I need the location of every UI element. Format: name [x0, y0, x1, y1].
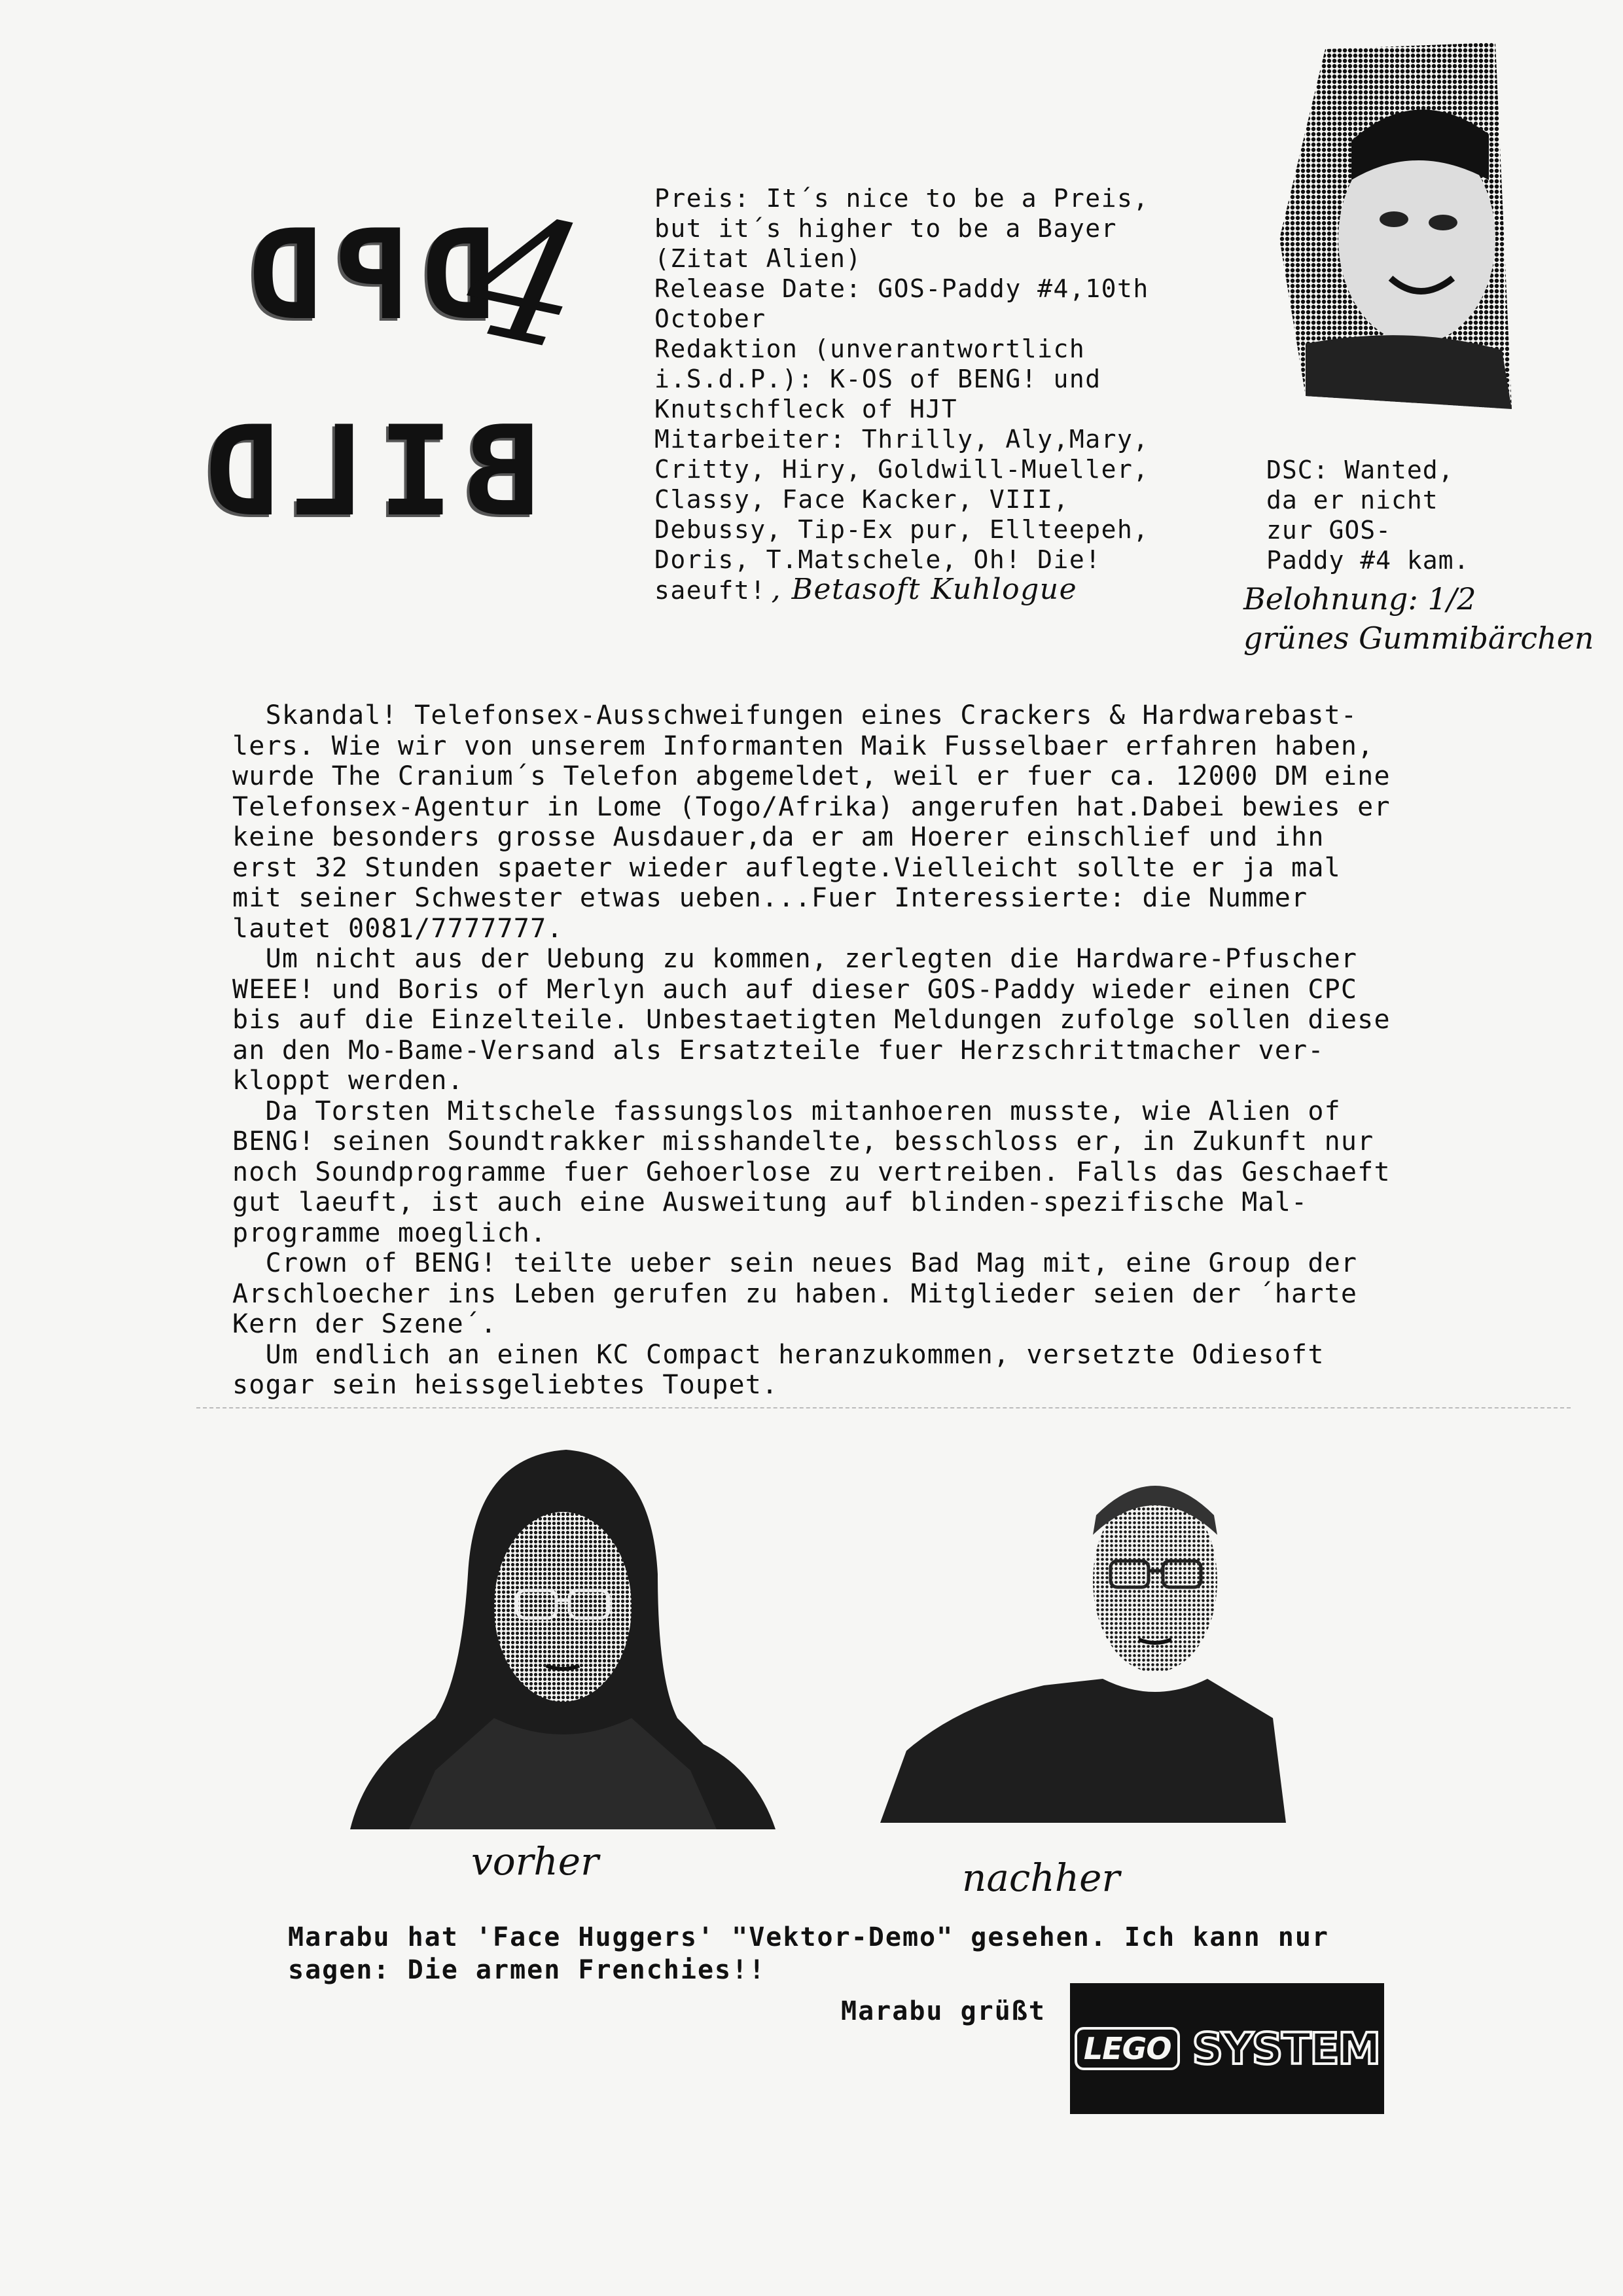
- footer-line-2: sagen: Die armen Frenchies!!: [288, 1955, 766, 1985]
- masthead-line-1: DPD: [236, 203, 497, 348]
- article-line: Um nicht aus der Uebung zu kommen, zerlegten die Hardware-Pfuscher: [232, 944, 1358, 974]
- wanted-line: DSC: Wanted,: [1266, 456, 1454, 484]
- header-line: but it´s higher to be a Bayer: [654, 214, 1117, 243]
- article-line: keine besonders grosse Ausdauer,da er am Hoerer einschlief und ihn: [232, 822, 1325, 852]
- header-line: Classy, Face Kacker, VIII,: [654, 485, 1069, 514]
- lego-system-logo: [1070, 1983, 1384, 2114]
- wanted-lines: [1266, 455, 1541, 575]
- portrait-before-image: [350, 1443, 776, 1829]
- masthead: [164, 174, 599, 602]
- header-line: Knutschfleck of HJT: [654, 395, 958, 423]
- footer-message: [288, 1921, 1466, 1986]
- header-line: i.S.d.P.): K-OS of BENG! und: [654, 365, 1101, 393]
- article-line: an den Mo-Bame-Versand als Ersatzteile fuer Herzschrittmacher ver-: [232, 1035, 1325, 1066]
- header-info: [654, 183, 1257, 605]
- article-line: Crown of BENG! teilte ueber sein neues Bad Mag mit, eine Group der: [232, 1248, 1358, 1278]
- wanted-face-image: [1279, 43, 1515, 409]
- article-lines: [232, 700, 1528, 1401]
- article-line: Arschloecher ins Leben gerufen zu haben. Mitglieder seien der ´harte: [232, 1278, 1358, 1309]
- article-line: Telefonsex-Agentur in Lome (Togo/Afrika) angerufen hat.Dabei bewies er: [232, 791, 1391, 822]
- article-line: bis auf die Einzelteile. Unbestaetigten Meldungen zufolge sollen diese: [232, 1005, 1391, 1035]
- header-line: Preis: It´s nice to be a Preis,: [654, 184, 1149, 213]
- header-line: Debussy, Tip-Ex pur, Ellteepeh,: [654, 515, 1149, 544]
- header-lines: [654, 183, 1257, 575]
- header-last-line: [654, 575, 1257, 605]
- reward-line-2: grünes Gummibärchen: [1243, 620, 1594, 656]
- article-line: kloppt werden.: [232, 1066, 464, 1096]
- portrait-after-image: [880, 1456, 1286, 1823]
- greeting: Marabu grüßt: [841, 1996, 1046, 2026]
- article-line: BENG! seinen Soundtrakker misshandelte, besschloss er, in Zukunft nur: [232, 1126, 1374, 1157]
- logo-system-text: SYSTEM: [1192, 2023, 1380, 2074]
- footer-line-1: Marabu hat 'Face Huggers' "Vektor-Demo" gesehen. Ich kann nur: [288, 1922, 1330, 1952]
- article-line: WEEE! und Boris of Merlyn auch auf dieser GOS-Paddy wieder einen CPC: [232, 974, 1358, 1005]
- wanted-caption: [1266, 455, 1541, 575]
- article-line: noch Soundprogramme fuer Gehoerlose zu vertreiben. Falls das Geschaeft: [232, 1157, 1391, 1187]
- article-line: lautet 0081/7777777.: [232, 913, 563, 944]
- article-line: Um endlich an einen KC Compact heranzukommen, versetzte Odiesoft: [232, 1339, 1325, 1370]
- portrait-after: [880, 1456, 1286, 1823]
- header-line: October: [654, 304, 766, 333]
- wanted-line: da er nicht: [1266, 486, 1438, 514]
- label-after: nachher: [962, 1856, 1120, 1900]
- divider: [196, 1407, 1571, 1408]
- article-line: erst 32 Stunden spaeter wieder auflegte.Vielleicht sollte er ja mal: [232, 852, 1341, 883]
- handwritten-addition: , Betasoft Kuhlogue: [771, 573, 1078, 606]
- masthead-line-2: BILD: [193, 399, 540, 544]
- header-line: (Zitat Alien): [654, 244, 862, 273]
- header-saeuft: saeuft!: [654, 576, 766, 605]
- article-line: wurde The Cranium´s Telefon abgemeldet, weil er fuer ca. 12000 DM eine: [232, 761, 1391, 791]
- article-body: [232, 700, 1528, 1401]
- reward-note: [1243, 579, 1610, 658]
- reward-line-1: Belohnung: 1/2: [1243, 581, 1476, 617]
- header-line: Mitarbeiter: Thrilly, Aly,Mary,: [654, 425, 1149, 454]
- article-line: mit seiner Schwester etwas ueben...Fuer Interessierte: die Nummer: [232, 883, 1308, 913]
- article-line: Skandal! Telefonsex-Ausschweifungen eines Crackers & Hardwarebast-: [232, 700, 1358, 730]
- wanted-line: Paddy #4 kam.: [1266, 546, 1470, 575]
- header-line: Doris, T.Matschele, Oh! Die!: [654, 545, 1101, 574]
- article-line: lers. Wie wir von unserem Informanten Maik Fusselbaer erfahren haben,: [232, 730, 1374, 761]
- header-line: Release Date: GOS-Paddy #4,10th: [654, 274, 1149, 303]
- article-line: Kern der Szene´.: [232, 1309, 497, 1339]
- header-line: Critty, Hiry, Goldwill-Mueller,: [654, 455, 1149, 484]
- portrait-before: [350, 1443, 776, 1829]
- header-line: Redaktion (unverantwortlich: [654, 334, 1086, 363]
- wanted-photo: [1279, 43, 1515, 409]
- logo-lego-text: LEGO: [1075, 2027, 1181, 2070]
- article-line: Da Torsten Mitschele fassungslos mitanhoeren musste, wie Alien of: [232, 1096, 1341, 1126]
- article-line: programme moeglich.: [232, 1217, 547, 1248]
- wanted-line: zur GOS-: [1266, 516, 1392, 545]
- label-before: vorher: [471, 1839, 599, 1884]
- article-line: sogar sein heissgeliebtes Toupet.: [232, 1370, 779, 1400]
- issue-number: 4: [452, 174, 599, 390]
- article-line: gut laeuft, ist auch eine Ausweitung auf blinden-spezifische Mal-: [232, 1187, 1308, 1217]
